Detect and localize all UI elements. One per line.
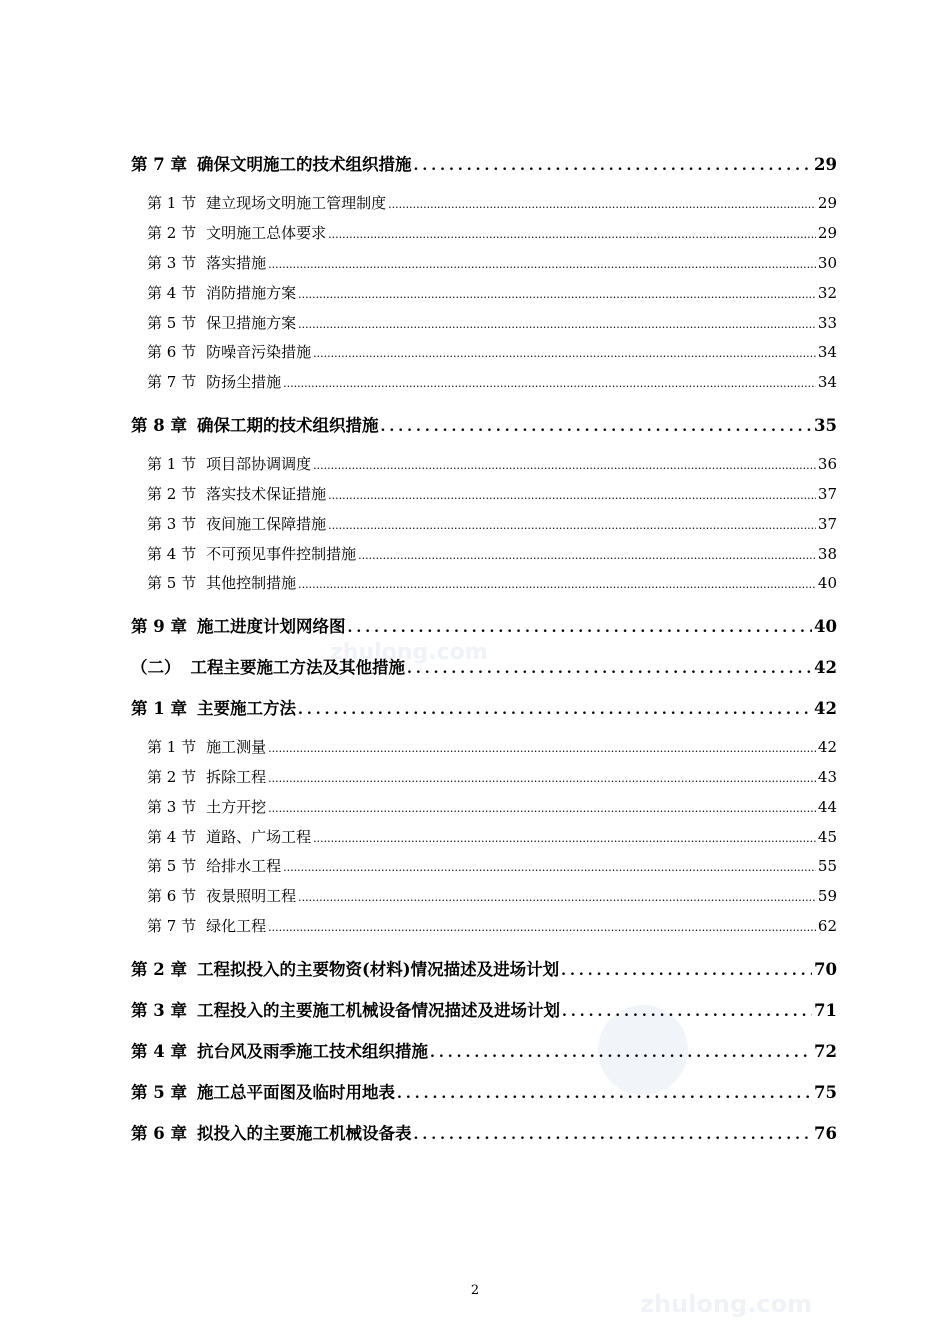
toc-leader-dots <box>561 960 812 979</box>
toc-chapter-entry[interactable] <box>131 151 837 175</box>
toc-entry-title: 土方开挖 <box>206 798 267 816</box>
toc-chapter-entry[interactable] <box>131 613 837 637</box>
toc-entry-label <box>147 282 296 303</box>
toc-entry-label <box>147 341 311 362</box>
toc-leader-dots <box>298 574 816 592</box>
toc-entry-number: 第 4 节 <box>147 284 197 302</box>
toc-entry-page: 42 <box>814 658 837 677</box>
toc-entry-title: 工程投入的主要施工机械设备情况描述及进场计划 <box>196 1001 560 1020</box>
toc-leader-dots <box>298 284 816 302</box>
toc-entry-number: 第 3 节 <box>147 798 197 816</box>
toc-entry-page: 36 <box>817 455 837 473</box>
toc-entry-page: 30 <box>817 254 837 272</box>
toc-leader-dots <box>328 515 816 533</box>
toc-entry-number: 第 6 章 <box>131 1124 187 1143</box>
toc-entry-label <box>147 885 296 906</box>
toc-entry-label <box>147 252 266 273</box>
toc-entry-title: 其他控制措施 <box>206 574 297 592</box>
toc-section-entry[interactable] <box>131 192 837 213</box>
toc-entry-page: 32 <box>817 284 837 302</box>
toc-entry-label <box>131 412 378 436</box>
toc-entry-number: 第 5 章 <box>131 1083 187 1102</box>
toc-entry-title: 绿化工程 <box>206 917 267 935</box>
toc-entry-title: 防扬尘措施 <box>206 373 282 391</box>
toc-entry-title: 消防措施方案 <box>206 284 297 302</box>
toc-entry-label <box>147 796 266 817</box>
toc-entry-page: 40 <box>817 574 837 592</box>
toc-entry-number: 第 5 节 <box>147 857 197 875</box>
toc-entry-page: 42 <box>817 738 837 756</box>
toc-entry-number: 第 2 章 <box>131 960 187 979</box>
toc-leader-dots <box>313 455 816 473</box>
toc-chapter-entry[interactable] <box>131 412 837 436</box>
toc-entry-page: 72 <box>814 1042 837 1061</box>
toc-entry-number: 第 1 节 <box>147 455 197 473</box>
toc-entry-number: 第 3 节 <box>147 515 197 533</box>
toc-entry-page: 34 <box>817 343 837 361</box>
toc-entry-number: 第 2 节 <box>147 768 197 786</box>
toc-entry-page: 71 <box>814 1001 837 1020</box>
toc-entry-title: 抗台风及雨季施工技术组织措施 <box>196 1042 428 1061</box>
toc-leader-dots <box>388 194 816 212</box>
toc-section-entry[interactable] <box>131 483 837 504</box>
toc-section-entry[interactable] <box>131 341 837 362</box>
toc-entry-title: 施工总平面图及临时用地表 <box>196 1083 395 1102</box>
toc-entry-page: 35 <box>814 416 837 435</box>
toc-leader-dots <box>347 617 812 636</box>
toc-leader-dots <box>562 1001 812 1020</box>
toc-leader-dots <box>268 798 816 816</box>
toc-leader-dots <box>298 699 812 718</box>
toc-section-entry[interactable] <box>131 736 837 757</box>
toc-leader-dots <box>283 857 816 875</box>
toc-entry-title: 道路、广场工程 <box>206 828 312 846</box>
toc-leader-dots <box>268 768 816 786</box>
toc-entry-label <box>131 654 405 678</box>
toc-entry-title: 拆除工程 <box>206 768 267 786</box>
toc-entry-label <box>131 1038 428 1062</box>
watermark-text: zhulong.com <box>330 640 488 665</box>
toc-section-entry[interactable] <box>131 796 837 817</box>
toc-entry-title: 文明施工总体要求 <box>206 224 327 242</box>
toc-entry-number: 第 7 章 <box>131 155 187 174</box>
toc-entry-title: 主要施工方法 <box>196 699 296 718</box>
toc-leader-dots <box>298 887 816 905</box>
toc-leader-dots <box>268 254 816 272</box>
toc-section-entry[interactable] <box>131 252 837 273</box>
toc-entry-number: 第 8 章 <box>131 416 187 435</box>
toc-entry-number: 第 3 节 <box>147 254 197 272</box>
toc-entry-title: 施工测量 <box>206 738 267 756</box>
toc-section-entry[interactable] <box>131 282 837 303</box>
toc-entry-number: 第 4 节 <box>147 828 197 846</box>
toc-leader-dots <box>283 373 816 391</box>
toc-section-entry[interactable] <box>131 572 837 593</box>
toc-section-entry[interactable] <box>131 543 837 564</box>
toc-entry-label <box>147 572 296 593</box>
toc-entry-page: 37 <box>817 515 837 533</box>
toc-entry-label <box>131 613 345 637</box>
toc-entry-title: 不可预见事件控制措施 <box>206 545 357 563</box>
toc-entry-label <box>131 1079 395 1103</box>
toc-chapter-entry[interactable] <box>131 695 837 719</box>
toc-entry-label <box>131 997 560 1021</box>
toc-section-entry[interactable] <box>131 826 837 847</box>
toc-entry-title: 施工进度计划网络图 <box>196 617 346 636</box>
toc-entry-number: 第 5 节 <box>147 574 197 592</box>
toc-entry-number: 第 7 节 <box>147 917 197 935</box>
toc-entry-number: 第 7 节 <box>147 373 197 391</box>
toc-leader-dots <box>313 343 816 361</box>
toc-entry-label <box>147 855 281 876</box>
toc-entry-page: 43 <box>817 768 837 786</box>
toc-entry-page: 45 <box>817 828 837 846</box>
toc-entry-title: 夜景照明工程 <box>206 887 297 905</box>
toc-section-entry[interactable] <box>131 915 837 936</box>
toc-leader-dots <box>413 1124 812 1143</box>
toc-entry-number: 第 1 章 <box>131 699 187 718</box>
toc-entry-page: 37 <box>817 485 837 503</box>
toc-entry-number: 第 9 章 <box>131 617 187 636</box>
toc-entry-page: 44 <box>817 798 837 816</box>
toc-entry-number: 第 2 节 <box>147 224 197 242</box>
toc-entry-number: 第 5 节 <box>147 314 197 332</box>
toc-entry-page: 29 <box>817 194 837 212</box>
toc-entry-label <box>147 766 266 787</box>
toc-entry-label <box>147 483 326 504</box>
toc-entry-label <box>147 222 326 243</box>
toc-entry-page: 40 <box>814 617 837 636</box>
toc-leader-dots <box>407 658 812 677</box>
toc-entry-number: 第 6 节 <box>147 343 197 361</box>
toc-entry-page: 42 <box>814 699 837 718</box>
toc-leader-dots <box>380 416 812 435</box>
toc-entry-label <box>147 915 266 936</box>
toc-entry-label <box>147 826 311 847</box>
watermark-text-footer: zhulong.com <box>640 1290 812 1318</box>
toc-section-entry[interactable] <box>131 513 837 534</box>
toc-entry-page: 75 <box>814 1083 837 1102</box>
toc-chapter-entry[interactable] <box>131 1079 837 1103</box>
toc-entry-title: 确保工期的技术组织措施 <box>196 416 379 435</box>
toc-entry-label <box>147 736 266 757</box>
toc-entry-title: 拟投入的主要施工机械设备表 <box>196 1124 412 1143</box>
toc-entry-number: 第 2 节 <box>147 485 197 503</box>
toc-entry-label <box>131 151 411 175</box>
toc-entry-page: 70 <box>814 960 837 979</box>
toc-entry-label <box>147 513 326 534</box>
toc-entry-label <box>131 1120 411 1144</box>
toc-entry-title: 项目部协调调度 <box>206 455 312 473</box>
toc-leader-dots <box>397 1083 812 1102</box>
toc-entry-number: 第 3 章 <box>131 1001 187 1020</box>
toc-entry-page: 59 <box>817 887 837 905</box>
toc-entry-title: 落实措施 <box>206 254 267 272</box>
toc-section-entry[interactable] <box>131 766 837 787</box>
toc-section-entry[interactable] <box>131 222 837 243</box>
toc-entry-label <box>147 312 296 333</box>
toc-chapter-entry[interactable] <box>131 956 837 980</box>
toc-leader-dots <box>313 828 816 846</box>
toc-entry-title: 工程主要施工方法及其他措施 <box>190 658 405 677</box>
toc-entry-page: 62 <box>817 917 837 935</box>
toc-entry-label <box>147 192 386 213</box>
toc-entry-number: （二） <box>131 658 181 677</box>
toc-section-entry[interactable] <box>131 312 837 333</box>
toc-section-entry[interactable] <box>131 453 837 474</box>
toc-entry-number: 第 6 节 <box>147 887 197 905</box>
toc-entry-page: 76 <box>814 1124 837 1143</box>
toc-leader-dots <box>328 224 816 242</box>
page-number: 2 <box>470 1283 480 1298</box>
toc-entry-label <box>147 453 311 474</box>
toc-chapter-entry[interactable] <box>131 1120 837 1144</box>
toc-entry-page: 29 <box>817 224 837 242</box>
toc-entry-label <box>131 956 559 980</box>
toc-entry-label <box>147 371 281 392</box>
toc-leader-dots <box>358 545 816 563</box>
toc-section-entry[interactable] <box>131 855 837 876</box>
toc-entry-title: 保卫措施方案 <box>206 314 297 332</box>
toc-chapter-entry[interactable] <box>131 654 837 678</box>
toc-entry-number: 第 4 节 <box>147 545 197 563</box>
toc-leader-dots <box>268 917 816 935</box>
toc-section-entry[interactable] <box>131 885 837 906</box>
toc-entry-title: 建立现场文明施工管理制度 <box>206 194 387 212</box>
toc-entry-page: 38 <box>817 545 837 563</box>
toc-chapter-entry[interactable] <box>131 997 837 1021</box>
toc-chapter-entry[interactable] <box>131 1038 837 1062</box>
toc-entry-title: 落实技术保证措施 <box>206 485 327 503</box>
toc-entry-page: 33 <box>817 314 837 332</box>
toc-section-entry[interactable] <box>131 371 837 392</box>
toc-leader-dots <box>430 1042 812 1061</box>
toc-leader-dots <box>328 485 816 503</box>
toc-entry-number: 第 1 节 <box>147 194 197 212</box>
toc-entry-title: 给排水工程 <box>206 857 282 875</box>
toc-entry-page: 34 <box>817 373 837 391</box>
toc-leader-dots <box>298 314 816 332</box>
toc-entry-label <box>131 695 296 719</box>
toc-leader-dots <box>413 155 812 174</box>
toc-entry-number: 第 4 章 <box>131 1042 187 1061</box>
toc-entry-title: 夜间施工保障措施 <box>206 515 327 533</box>
toc-entry-page: 55 <box>817 857 837 875</box>
toc-entry-title: 防噪音污染措施 <box>206 343 312 361</box>
toc-entry-label <box>147 543 356 564</box>
toc-leader-dots <box>268 738 816 756</box>
toc-entry-page: 29 <box>814 155 837 174</box>
toc-entry-title: 确保文明施工的技术组织措施 <box>196 155 412 174</box>
toc-entry-number: 第 1 节 <box>147 738 197 756</box>
toc-entry-title: 工程拟投入的主要物资(材料)情况描述及进场计划 <box>196 960 560 979</box>
